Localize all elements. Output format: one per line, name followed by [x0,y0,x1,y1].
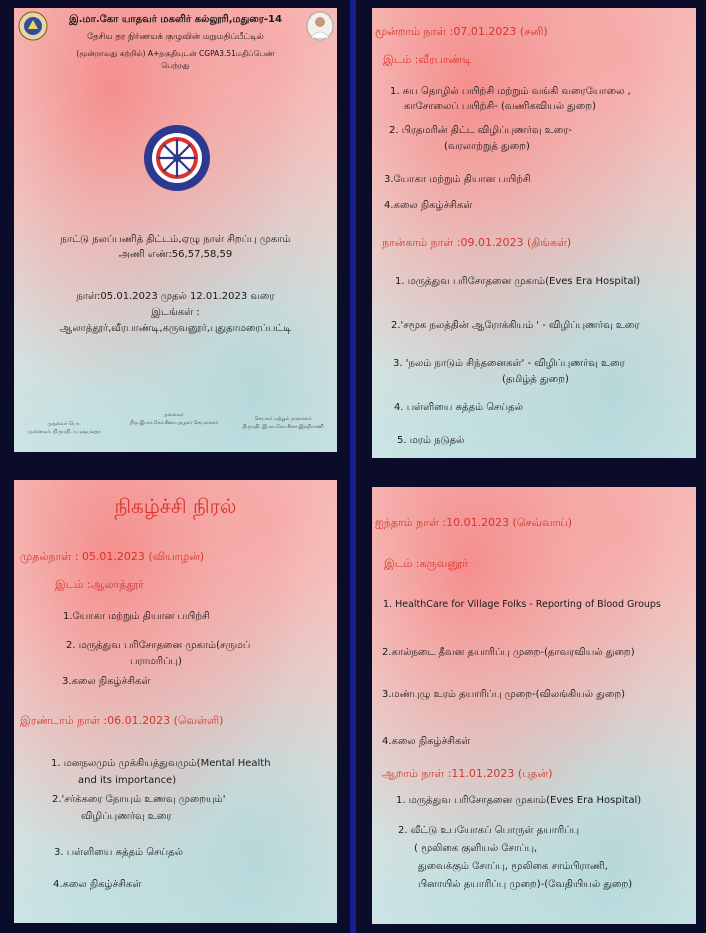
day5-item-2: 2.கால்நடை தீவன தயாரிப்பு முறை-(தாவரவியல் துறை) [382,647,635,658]
schedule-panel-day1-day2 [14,480,337,923]
day6-item-2-line3: துவைக்கும் சோப்பு, மூலிகை சாம்பிராணி, [418,861,608,872]
center-divider [350,0,356,933]
signature-principal-name: முனைவர். நிருமதி. ர.புஷ்பலதா [27,429,101,435]
day1-header: முதல்நாள் : 05.01.2023 (வியாழன்) [20,550,205,563]
signature-secretary-name: திருமதி. இ.கா.கோ.சீனா.இந்திராணி [242,424,324,430]
day1-item-2: 2. மருத்துவ பரிசோதனை முகாம்(சருமப் [66,640,251,651]
schedule-panel-day5-day6 [372,487,696,924]
nss-logo-icon [143,124,211,192]
day2-item-1: 1. மனநலமும் முக்கியத்துவமும்(Mental Health [51,758,271,769]
day2-item-1-cont: and its importance) [78,775,177,786]
day4-header: நான்காம் நாள் :09.01.2023 (திங்கள்) [382,236,572,249]
places-label: இடங்கள் : [151,307,200,318]
college-name: இ.மா.கோ யாதவர் மகளிர் கல்லூரி,மதுரை-14 [69,14,282,25]
accreditation-line-2: (மூன்றாவது சுற்றில்) A+தகுதியுடன் CGPA3.51மதிப்பெண் [76,49,275,58]
day5-item-4: 4.கலை நிகழ்ச்சிகள் [382,736,471,747]
program-title: நிகழ்ச்சி நிரல் [114,494,237,518]
day2-item-4: 4.கலை நிகழ்ச்சிகள் [53,879,142,890]
accreditation-line-1: தேசிய தர நிர்ணயக் குழுவின் மறுமதிப்பீட்டில் [87,32,264,42]
day3-header: மூன்றாம் நாள் :07.01.2023 (சனி) [375,25,548,38]
day6-header: ஆறாம் நாள் :11.01.2023 (புதன்) [382,767,553,780]
day6-item-2: 2. வீட்டு உபயோகப் பொருள் தயாரிப்பு [398,825,580,836]
day4-item-2: 2.'சமூக நலத்தின் ஆரோக்கியம் ' - விழிப்புணர்வு உரை [391,320,640,331]
signature-president-role: தலைவர் [164,412,184,418]
day1-place: இடம் :ஆலாத்தூர் [55,578,144,591]
day3-item-1: 1. சுய தொழில் பயிற்சி மற்றும் வங்கி வரையோலை , [390,86,631,97]
signature-president-name: திரு.இ.கா.கோ.சீனா.அழகர் செயலாளர் [129,420,219,426]
day2-item-2: 2.'சர்க்கரை நோயும் உணவு முறையும்' [52,794,226,805]
day4-item-1: 1. மருத்துவ பரிசோதனை முகாம்(Eves Era Hospital) [395,276,641,287]
day5-header: ஐந்தாம் நாள் :10.01.2023 (செவ்வாய்) [375,516,573,529]
day2-header: இரண்டாம் நாள் :06.01.2023 (வெள்ளி) [20,714,224,727]
day3-place: இடம் :வீரபாண்டி [383,53,472,66]
day2-item-3: 3. பள்ளியை சுத்தம் செய்தல் [54,847,183,858]
places-list: ஆலாத்தூர்,வீரபாண்டி,கருவனூர்,புதுதாமரைப்பட்டி [59,323,292,334]
day1-item-1: 1.யோகா மற்றும் தியான பயிற்சி [63,611,210,622]
day6-item-2-line4: பினாயில் தயாரிப்பு முறை)-(வேதியியல் துறை) [418,879,633,890]
day4-item-5: 5. மரம் நடுதல் [397,435,465,446]
day4-item-4: 4. பள்ளியை சுத்தம் செய்தல் [394,402,523,413]
day5-place: இடம் :கருவனூர் [384,557,469,570]
day1-item-2-cont: பராமரிப்பு) [130,656,182,667]
unit-numbers: அணி எண்:56,57,58,59 [118,249,233,260]
signature-principal-role: முதல்வர் பொ. [47,421,81,427]
camp-title: நாட்டு நலப்பணித் திட்டம்,ஏழு நாள் சிறப்பு முகாம் [60,234,291,245]
poster-cover-panel [14,8,337,452]
day5-item-1: 1. HealthCare for Village Folks - Reporting of Blood Groups [383,599,661,610]
day3-item-2: 2. பிரதமரின் திட்ட விழிப்புணர்வு உரை- [389,125,573,136]
signature-secretary-role: செயலர் மற்றும் தாளாளர் [254,416,312,422]
schedule-panel-day3-day4 [372,8,696,458]
day3-item-4: 4.கலை நிகழ்ச்சிகள் [384,200,473,211]
day6-item-1: 1. மருத்துவ பரிசோதனை முகாம்(Eves Era Hospital) [396,795,642,806]
day4-item-3-cont: (தமிழ்த் துறை) [502,374,569,385]
day1-item-3: 3.கலை நிகழ்ச்சிகள் [62,676,151,687]
day2-item-2-cont: விழிப்புணர்வு உரை [81,811,172,822]
day3-item-2-cont: (வரலாற்றுத் துறை) [444,141,530,152]
day4-item-3: 3. 'நலம் நாடும் சிந்தனைகள்' - விழிப்புணர்வு உரை [393,358,625,369]
day3-item-3: 3.யோகா மற்றும் தியான பயிற்சி [384,174,531,185]
day6-item-2-line2: ( மூலிகை குளியல் சோப்பு, [414,843,538,854]
accreditation-line-3: பெற்றது [161,61,190,70]
day3-item-1-cont: காசோலைப் பயிற்சி- (வணிகவியல் துறை) [404,101,597,112]
camp-dates: நாள்:05.01.2023 முதல் 12.01.2023 வரை [76,291,275,302]
day5-item-3: 3.மண்புழு உரம் தயாரிப்பு முறை-(விலங்கியல் துறை) [382,689,626,700]
